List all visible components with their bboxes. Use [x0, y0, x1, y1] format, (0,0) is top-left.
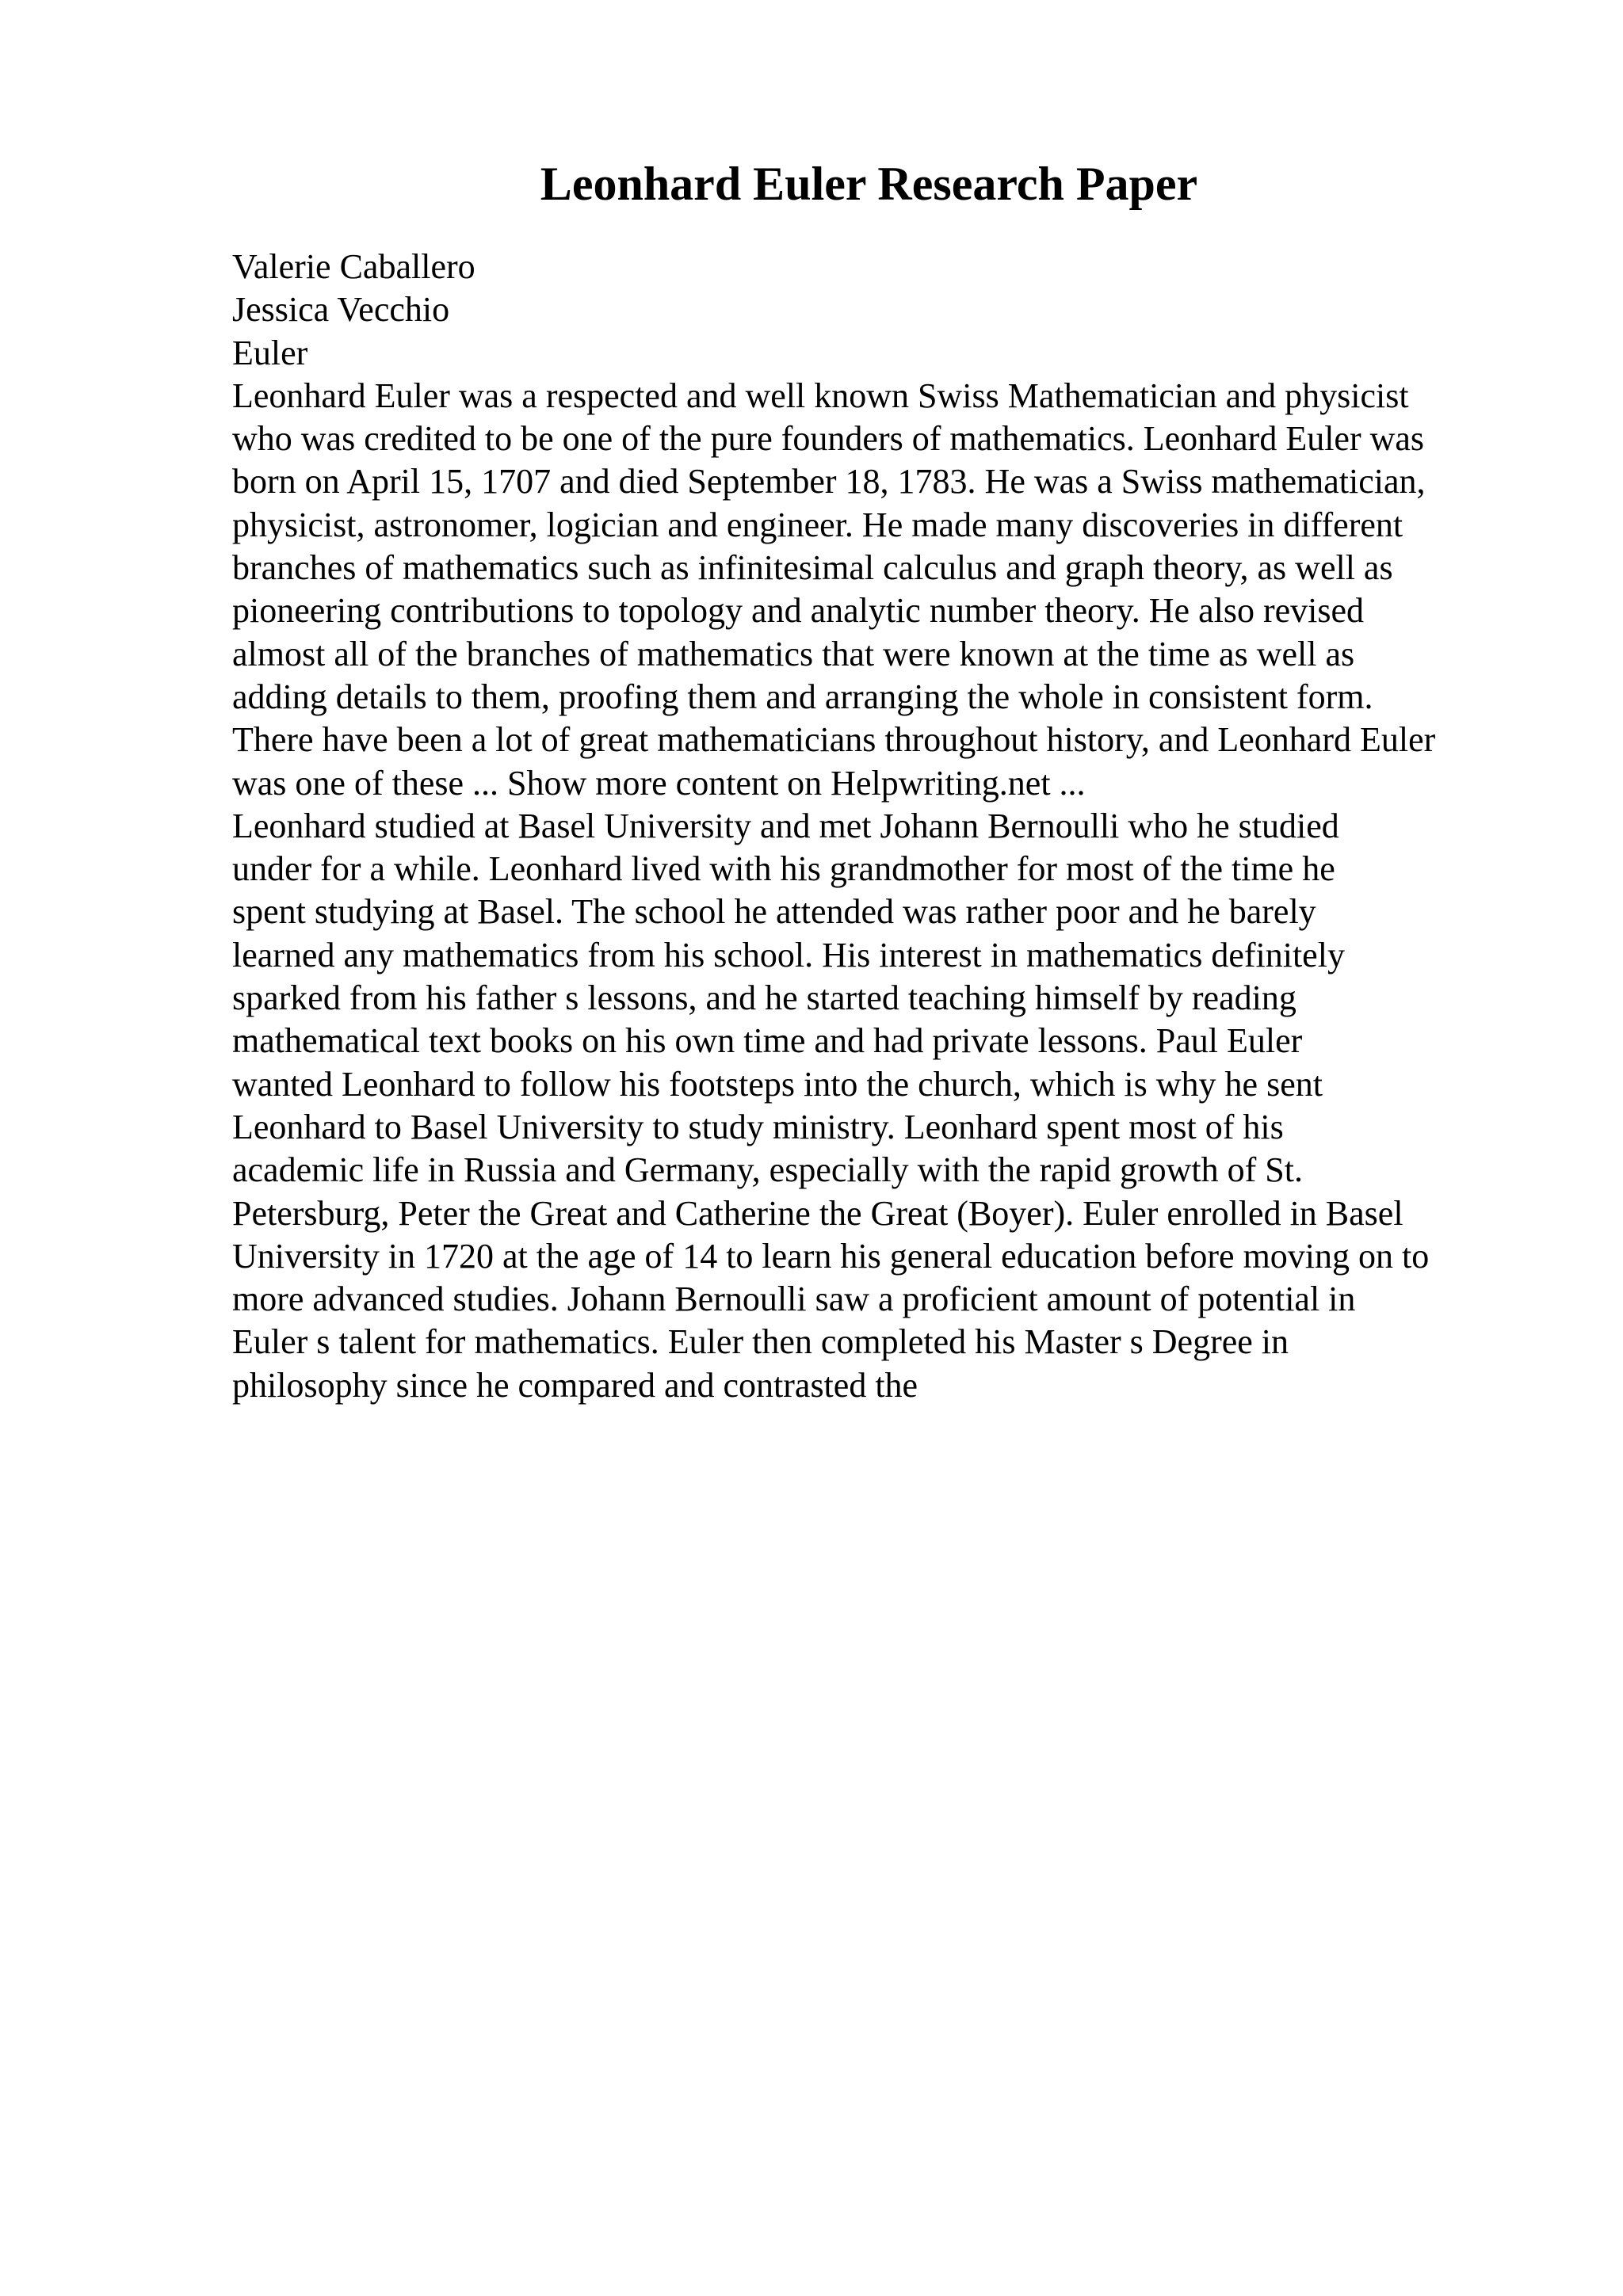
document-body: [232, 246, 1611, 1407]
text-line: almost all of the branches of mathematics that were known at the time as well as: [232, 634, 1355, 673]
text-line: branches of mathematics such as infinitesimal calculus and graph theory, as well as: [232, 548, 1393, 588]
text-line: born on April 15, 1707 and died September 18, 1783. He was a Swiss mathematician,: [232, 462, 1426, 502]
author-name: Valerie Caballero: [232, 247, 475, 286]
text-line: wanted Leonhard to follow his footsteps into the church, which is why he sent: [232, 1064, 1323, 1104]
text-line: more advanced studies. Johann Bernoulli saw a proficient amount of potential in: [232, 1280, 1356, 1319]
text-line: Leonhard to Basel University to study ministry. Leonhard spent most of his: [232, 1107, 1284, 1146]
text-line: mathematical text books on his own time and had private lessons. Paul Euler: [232, 1021, 1303, 1061]
text-line: philosophy since he compared and contrasted the: [232, 1365, 918, 1405]
text-line: who was credited to be one of the pure founders of mathematics. Leonhard Euler was: [232, 419, 1425, 459]
text-line: physicist, astronomer, logician and engineer. He made many discoveries in different: [232, 505, 1403, 544]
text-line: Leonhard studied at Basel University and met Johann Bernoulli who he studied: [232, 806, 1339, 845]
document-title: Leonhard Euler Research Paper: [540, 158, 1198, 210]
text-line: under for a while. Leonhard lived with his grandmother for most of the time he: [232, 849, 1335, 889]
author-name: Jessica Vecchio: [232, 290, 450, 330]
paragraph-2: [232, 805, 1611, 1407]
text-line: academic life in Russia and Germany, especially with the rapid growth of St.: [232, 1150, 1303, 1190]
text-line: Petersburg, Peter the Great and Catherine the Great (Boyer). Euler enrolled in Basel: [232, 1193, 1403, 1233]
text-line: Leonhard Euler was a respected and well known Swiss Mathematician and physicist: [232, 376, 1409, 415]
text-line: There have been a lot of great mathematicians throughout history, and Leonhard Euler: [232, 720, 1436, 760]
text-line: pioneering contributions to topology and analytic number theory. He also revised: [232, 591, 1365, 631]
text-line: sparked from his father s lessons, and he started teaching himself by reading: [232, 978, 1296, 1018]
text-line: learned any mathematics from his school. His interest in mathematics definitely: [232, 935, 1345, 974]
text-line: adding details to them, proofing them and arranging the whole in consistent form.: [232, 677, 1373, 716]
text-line: Euler s talent for mathematics. Euler then completed his Master s Degree in: [232, 1322, 1289, 1362]
text-line: was one of these ... Show more content on Helpwriting.net ...: [232, 763, 1086, 803]
paragraph-1: [232, 375, 1611, 805]
text-line: University in 1720 at the age of 14 to learn his general education before moving on to: [232, 1236, 1430, 1276]
subject-line: Euler: [232, 333, 308, 372]
text-line: spent studying at Basel. The school he attended was rather poor and he barely: [232, 892, 1316, 932]
